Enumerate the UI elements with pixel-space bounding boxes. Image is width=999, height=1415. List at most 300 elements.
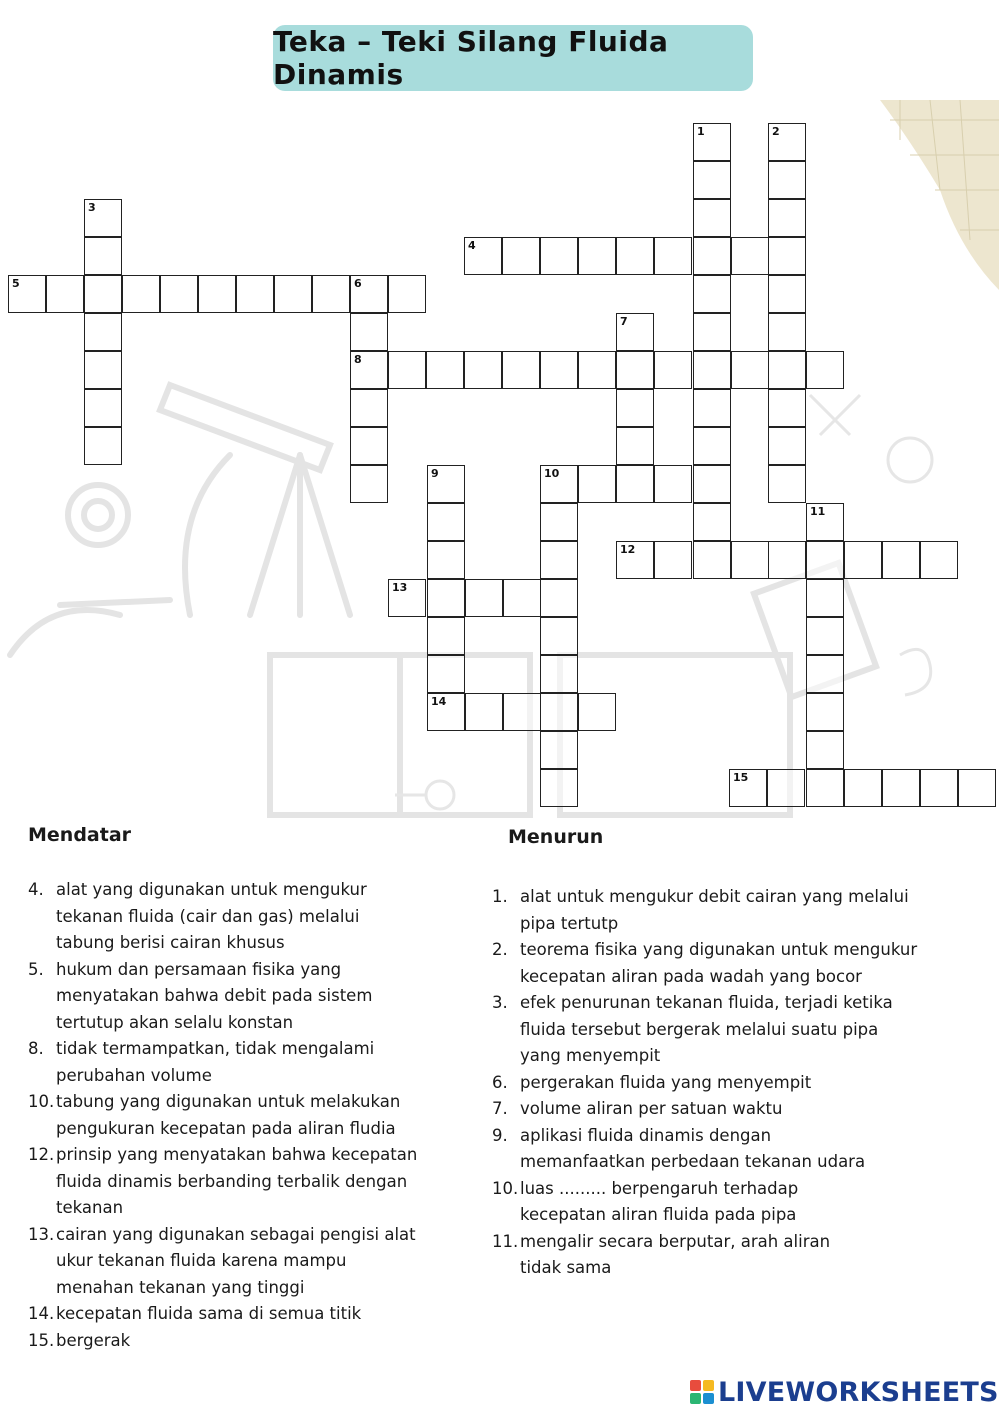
letter-input[interactable] (351, 352, 387, 388)
crossword-cell[interactable] (693, 161, 731, 199)
crossword-cell[interactable] (616, 389, 654, 427)
letter-input[interactable] (275, 276, 311, 312)
clue-number-label: 8. (28, 1039, 44, 1058)
letter-input[interactable] (959, 770, 995, 806)
crossword-cell[interactable] (958, 769, 996, 807)
letter-input[interactable] (769, 542, 805, 578)
crossword-cell[interactable] (578, 237, 616, 275)
crossword-cell[interactable] (768, 351, 806, 389)
clue-text: teorema fisika yang digunakan untuk mengukur (520, 940, 918, 959)
clue-number-label: 11. (492, 1231, 519, 1251)
letter-input[interactable] (694, 162, 730, 198)
crossword-cell[interactable] (540, 465, 578, 503)
letter-input[interactable] (541, 580, 577, 616)
clue-number: 11 (810, 505, 826, 518)
crossword-cell[interactable] (693, 465, 731, 503)
crossword-cell[interactable] (427, 655, 465, 693)
crossword-cell[interactable] (654, 541, 692, 579)
crossword-cell[interactable] (693, 503, 731, 541)
crossword-cell[interactable] (806, 351, 844, 389)
clue-number: 3 (88, 201, 96, 214)
letter-input[interactable] (541, 542, 577, 578)
letter-input[interactable] (541, 466, 577, 502)
letter-input[interactable] (807, 732, 843, 768)
clue-number: 10 (544, 467, 560, 480)
crossword-cell[interactable] (578, 351, 616, 389)
letter-input[interactable] (883, 770, 919, 806)
letter-input[interactable] (617, 428, 653, 464)
letter-input[interactable] (769, 124, 805, 160)
clue-text: efek penurunan tekanan fluida, terjadi ketika (520, 993, 893, 1012)
clue-number: 4 (468, 239, 476, 252)
letter-input[interactable] (617, 466, 653, 502)
clue-text: menyatakan bahwa debit pada sistem (56, 986, 373, 1005)
clue-number: 5 (12, 277, 20, 290)
crossword-cell[interactable] (540, 769, 578, 807)
clue-number-label: 4. (28, 880, 44, 899)
letter-input[interactable] (199, 276, 235, 312)
letter-input[interactable] (769, 238, 805, 274)
clue-number: 12 (620, 543, 636, 556)
letter-input[interactable] (807, 580, 843, 616)
letter-input[interactable] (694, 352, 730, 388)
letter-input[interactable] (617, 390, 653, 426)
letter-input[interactable] (85, 276, 121, 312)
clue-number: 1 (697, 125, 705, 138)
clue-number: 8 (354, 353, 362, 366)
crossword-cell[interactable] (350, 389, 388, 427)
letter-input[interactable] (351, 466, 387, 502)
letter-input[interactable] (694, 314, 730, 350)
logo-square-1 (690, 1380, 701, 1391)
letter-input[interactable] (389, 352, 425, 388)
crossword-cell[interactable] (616, 541, 654, 579)
crossword-cell[interactable] (427, 465, 465, 503)
letter-input[interactable] (351, 314, 387, 350)
clue-text: tidak sama (520, 1258, 612, 1277)
crossword-cell[interactable] (768, 161, 806, 199)
clue-item (492, 1123, 992, 1176)
crossword-cell[interactable] (806, 617, 844, 655)
crossword-cell[interactable] (693, 541, 731, 579)
crossword-cell[interactable] (465, 579, 503, 617)
letter-input[interactable] (541, 694, 577, 730)
letter-input[interactable] (730, 770, 766, 806)
letter-input[interactable] (389, 580, 425, 616)
crossword-cell[interactable] (312, 275, 350, 313)
clue-item (28, 877, 478, 957)
letter-input[interactable] (237, 276, 273, 312)
crossword-cell[interactable] (540, 351, 578, 389)
crossword-cell[interactable] (693, 351, 731, 389)
crossword-cell[interactable] (122, 275, 160, 313)
crossword-cell[interactable] (388, 275, 426, 313)
crossword-cell[interactable] (768, 427, 806, 465)
menurun-heading: Menurun (508, 826, 604, 848)
crossword-cell[interactable] (616, 351, 654, 389)
clue-number-label: 6. (492, 1072, 508, 1092)
letter-input[interactable] (9, 276, 45, 312)
page-title: Teka – Teki Silang Fluida Dinamis (273, 25, 669, 91)
letter-input[interactable] (85, 352, 121, 388)
crossword-cell[interactable] (427, 579, 465, 617)
crossword-cell[interactable] (578, 465, 616, 503)
crossword-cell[interactable] (616, 427, 654, 465)
letter-input[interactable] (768, 770, 804, 806)
clue-text: kecepatan fluida sama di semua titik (56, 1304, 362, 1323)
clue-text: hukum dan persamaan fisika yang (56, 959, 342, 979)
crossword-cell[interactable] (350, 427, 388, 465)
crossword-cell[interactable] (768, 123, 806, 161)
crossword-cell[interactable] (731, 351, 769, 389)
clue-item (492, 1229, 992, 1282)
crossword-cell[interactable] (768, 237, 806, 275)
mendatar-heading: Mendatar (28, 824, 132, 846)
crossword-cell[interactable] (198, 275, 236, 313)
clue-text: perubahan volume (56, 1065, 212, 1085)
crossword-cell[interactable] (84, 351, 122, 389)
letter-input[interactable] (351, 276, 387, 312)
letter-input[interactable] (769, 200, 805, 236)
clue-item (492, 1070, 992, 1097)
crossword-cell[interactable] (806, 655, 844, 693)
logo-square-2 (703, 1380, 714, 1391)
clue-item (28, 957, 478, 1037)
crossword-cell[interactable] (465, 693, 503, 731)
clue-text: alat untuk mengukur debit cairan yang melalui (520, 887, 909, 906)
letter-input[interactable] (85, 200, 121, 236)
clue-item (28, 1089, 478, 1142)
letter-input[interactable] (845, 542, 881, 578)
crossword-cell[interactable] (844, 769, 882, 807)
letter-input[interactable] (504, 580, 540, 616)
crossword-cell[interactable] (768, 199, 806, 237)
letter-input[interactable] (428, 618, 464, 654)
letter-input[interactable] (47, 276, 83, 312)
crossword-cell[interactable] (236, 275, 274, 313)
letter-input[interactable] (655, 466, 691, 502)
crossword-cell[interactable] (274, 275, 312, 313)
crossword-cell[interactable] (693, 123, 731, 161)
crossword-cell[interactable] (731, 541, 769, 579)
letter-input[interactable] (389, 276, 425, 312)
logo-square-4 (703, 1393, 714, 1404)
crossword-cell[interactable] (654, 351, 692, 389)
clue-text: pipa tertutp (520, 913, 619, 933)
clue-item (492, 1176, 992, 1229)
crossword-cell[interactable] (502, 351, 540, 389)
mendatar-clue-list (28, 877, 478, 1354)
clue-text: prinsip yang menyatakan bahwa kecepatan (56, 1145, 418, 1164)
clue-number: 7 (620, 315, 628, 328)
letter-input[interactable] (504, 694, 540, 730)
letter-input[interactable] (617, 352, 653, 388)
clue-text: tekanan fluida (cair dan gas) melalui (56, 906, 360, 926)
crossword-cell[interactable] (654, 465, 692, 503)
letter-input[interactable] (313, 276, 349, 312)
logo-icon (690, 1380, 714, 1404)
crossword-cell[interactable] (731, 237, 769, 275)
clue-item (28, 1222, 478, 1302)
letter-input[interactable] (921, 770, 957, 806)
letter-input[interactable] (807, 618, 843, 654)
crossword-cell[interactable] (8, 275, 46, 313)
crossword-cell[interactable] (654, 237, 692, 275)
clue-number-label: 9. (492, 1125, 508, 1145)
crossword-cell[interactable] (350, 465, 388, 503)
crossword-cell[interactable] (806, 731, 844, 769)
crossword-cell[interactable] (806, 579, 844, 617)
clue-text: cairan yang digunakan sebagai pengisi alat (56, 1224, 416, 1244)
crossword-cell[interactable] (768, 389, 806, 427)
letter-input[interactable] (617, 314, 653, 350)
crossword-cell[interactable] (540, 655, 578, 693)
crossword-cell[interactable] (540, 579, 578, 617)
crossword-cell[interactable] (767, 769, 805, 807)
crossword-cell[interactable] (350, 351, 388, 389)
letter-input[interactable] (541, 770, 577, 806)
letter-input[interactable] (503, 238, 539, 274)
letter-input[interactable] (694, 466, 730, 502)
crossword-cell[interactable] (806, 693, 844, 731)
crossword-cell[interactable] (464, 351, 502, 389)
clue-text: memanfaatkan perbedaan tekanan udara (520, 1152, 866, 1171)
clue-item (492, 884, 992, 937)
crossword-cell[interactable] (768, 541, 806, 579)
crossword-cell[interactable] (502, 237, 540, 275)
clue-text: bergerak (56, 1330, 131, 1350)
letter-input[interactable] (694, 390, 730, 426)
crossword-cell[interactable] (540, 731, 578, 769)
crossword-cell[interactable] (503, 579, 541, 617)
clue-number-label: 2. (492, 940, 508, 959)
crossword-cell[interactable] (768, 465, 806, 503)
clue-number: 6 (354, 277, 362, 290)
crossword-cell[interactable] (616, 465, 654, 503)
clue-item (28, 1036, 478, 1089)
letter-input[interactable] (123, 276, 159, 312)
letter-input[interactable] (845, 770, 881, 806)
letter-input[interactable] (617, 542, 653, 578)
menurun-clue-list (492, 884, 992, 1282)
crossword-cell[interactable] (427, 503, 465, 541)
crossword-cell[interactable] (540, 617, 578, 655)
clue-text: yang menyempit (520, 1046, 661, 1065)
letter-input[interactable] (732, 352, 768, 388)
letter-input[interactable] (428, 542, 464, 578)
clue-number-label: 7. (492, 1099, 508, 1118)
letter-input[interactable] (465, 238, 501, 274)
crossword-cell[interactable] (160, 275, 198, 313)
clue-text: fluida dinamis berbanding terbalik dengan (56, 1171, 408, 1191)
letter-input[interactable] (732, 542, 768, 578)
crossword-cell[interactable] (920, 769, 958, 807)
letter-input[interactable] (807, 694, 843, 730)
clue-text: tertutup akan selalu konstan (56, 1012, 294, 1032)
crossword-cell[interactable] (806, 541, 844, 579)
crossword-cell[interactable] (426, 351, 464, 389)
clue-text: volume aliran per satuan waktu (520, 1099, 783, 1118)
letter-input[interactable] (579, 466, 615, 502)
letter-input[interactable] (655, 352, 691, 388)
clue-text: luas ......... berpengaruh terhadap (520, 1178, 799, 1198)
letter-input[interactable] (85, 390, 121, 426)
letter-input[interactable] (465, 352, 501, 388)
letter-input[interactable] (541, 618, 577, 654)
letter-input[interactable] (541, 238, 577, 274)
letter-input[interactable] (694, 504, 730, 540)
crossword-cell[interactable] (84, 389, 122, 427)
letter-input[interactable] (883, 542, 919, 578)
letter-input[interactable] (807, 770, 843, 806)
crossword-cell[interactable] (427, 693, 465, 731)
clue-text: mengalir secara berputar, arah aliran (520, 1231, 831, 1251)
clue-item (28, 1301, 478, 1328)
letter-input[interactable] (579, 694, 615, 730)
letter-input[interactable] (694, 276, 730, 312)
clue-number-label: 14. (28, 1304, 55, 1323)
crossword-cell[interactable] (693, 313, 731, 351)
clue-number-label: 15. (28, 1330, 55, 1350)
letter-input[interactable] (541, 656, 577, 692)
crossword-cell[interactable] (350, 275, 388, 313)
crossword-cell[interactable] (540, 693, 578, 731)
letter-input[interactable] (541, 504, 577, 540)
clue-item (492, 990, 992, 1070)
letter-input[interactable] (732, 238, 768, 274)
crossword-cell[interactable] (84, 275, 122, 313)
letter-input[interactable] (466, 580, 502, 616)
crossword-cell[interactable] (920, 541, 958, 579)
letter-input[interactable] (579, 238, 615, 274)
letter-input[interactable] (921, 542, 957, 578)
letter-input[interactable] (466, 694, 502, 730)
letter-input[interactable] (428, 694, 464, 730)
letter-input[interactable] (769, 276, 805, 312)
letter-input[interactable] (161, 276, 197, 312)
crossword-cell[interactable] (806, 769, 844, 807)
clue-text: pengukuran kecepatan pada aliran fludia (56, 1118, 396, 1138)
clue-text: ukur tekanan fluida karena mampu (56, 1251, 347, 1270)
crossword-cell[interactable] (768, 313, 806, 351)
clue-number-label: 3. (492, 993, 508, 1012)
letter-input[interactable] (769, 428, 805, 464)
crossword-cell[interactable] (540, 503, 578, 541)
crossword-cell[interactable] (503, 693, 541, 731)
liveworksheets-logo[interactable] (690, 1372, 999, 1412)
crossword-cell[interactable] (388, 579, 426, 617)
crossword-cell[interactable] (693, 237, 731, 275)
clue-text: menahan tekanan yang tinggi (56, 1277, 305, 1297)
letter-input[interactable] (541, 352, 577, 388)
letter-input[interactable] (427, 352, 463, 388)
clue-number: 2 (772, 125, 780, 138)
clue-item (492, 1096, 992, 1123)
clue-number-label: 10. (492, 1178, 519, 1198)
crossword-cell[interactable] (427, 541, 465, 579)
letter-input[interactable] (769, 162, 805, 198)
letter-input[interactable] (807, 656, 843, 692)
clue-text: tekanan (56, 1198, 124, 1217)
crossword-cell[interactable] (844, 541, 882, 579)
crossword-cell[interactable] (693, 427, 731, 465)
clue-text: fluida tersebut bergerak melalui suatu pipa (520, 1019, 879, 1039)
letter-input[interactable] (694, 200, 730, 236)
crossword-cell[interactable] (882, 541, 920, 579)
clue-number: 14 (431, 695, 447, 708)
crossword-cell[interactable] (46, 275, 84, 313)
letter-input[interactable] (541, 732, 577, 768)
clue-number: 15 (733, 771, 749, 784)
clue-item (28, 1328, 478, 1355)
clue-number: 9 (431, 467, 439, 480)
crossword-cell[interactable] (388, 351, 426, 389)
letter-input[interactable] (85, 428, 121, 464)
letter-input[interactable] (807, 352, 843, 388)
crossword-cell[interactable] (84, 237, 122, 275)
letter-input[interactable] (579, 352, 615, 388)
crossword-cell[interactable] (464, 237, 502, 275)
clue-text: tabung yang digunakan untuk melakukan (56, 1092, 401, 1111)
letter-input[interactable] (694, 124, 730, 160)
letter-input[interactable] (428, 504, 464, 540)
crossword-cell[interactable] (693, 389, 731, 427)
letter-input[interactable] (428, 466, 464, 502)
letter-input[interactable] (85, 238, 121, 274)
letter-input[interactable] (694, 428, 730, 464)
crossword-cell[interactable] (84, 427, 122, 465)
crossword-cell[interactable] (693, 275, 731, 313)
clue-item (492, 937, 992, 990)
crossword-cell[interactable] (540, 237, 578, 275)
clue-text: aplikasi fluida dinamis dengan (520, 1125, 772, 1145)
crossword-cell[interactable] (350, 313, 388, 351)
clue-number-label: 13. (28, 1224, 55, 1244)
crossword-cell[interactable] (578, 693, 616, 731)
letter-input[interactable] (351, 390, 387, 426)
crossword-cell[interactable] (84, 313, 122, 351)
letter-input[interactable] (769, 352, 805, 388)
letter-input[interactable] (769, 390, 805, 426)
letter-input[interactable] (655, 542, 691, 578)
crossword-cell[interactable] (768, 275, 806, 313)
letter-input[interactable] (428, 656, 464, 692)
letter-input[interactable] (694, 238, 730, 274)
letter-input[interactable] (655, 238, 691, 274)
crossword-cell[interactable] (616, 237, 654, 275)
letter-input[interactable] (694, 542, 730, 578)
clue-text: kecepatan aliran pada wadah yang bocor (520, 966, 862, 986)
crossword-cell[interactable] (540, 541, 578, 579)
letter-input[interactable] (617, 238, 653, 274)
crossword-cell[interactable] (693, 199, 731, 237)
letter-input[interactable] (85, 314, 121, 350)
clue-number-label: 12. (28, 1145, 55, 1164)
letter-input[interactable] (769, 314, 805, 350)
letter-input[interactable] (503, 352, 539, 388)
crossword-cell[interactable] (427, 617, 465, 655)
crossword-cell[interactable] (806, 503, 844, 541)
crossword-cell[interactable] (616, 313, 654, 351)
letter-input[interactable] (351, 428, 387, 464)
letter-input[interactable] (769, 466, 805, 502)
crossword-cell[interactable] (882, 769, 920, 807)
letter-input[interactable] (807, 542, 843, 578)
letter-input[interactable] (807, 504, 843, 540)
crossword-cell[interactable] (84, 199, 122, 237)
crossword-cell[interactable] (729, 769, 767, 807)
letter-input[interactable] (428, 580, 464, 616)
